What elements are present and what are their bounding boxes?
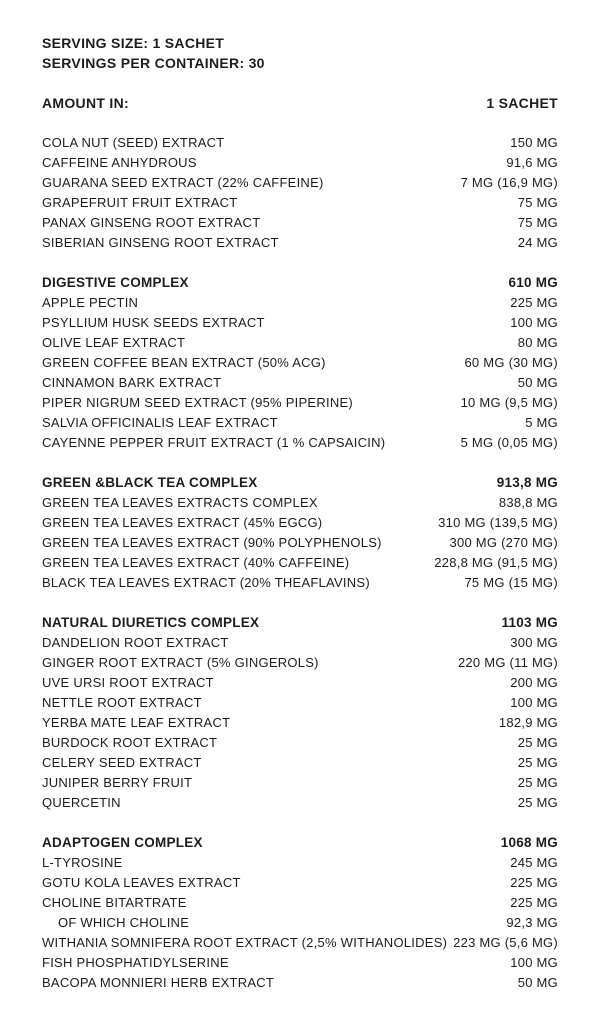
serving-size-line: SERVING SIZE: 1 SACHET bbox=[42, 35, 225, 51]
ingredient-row-value: 75 MG bbox=[517, 195, 558, 210]
ingredient-row-label: PANAX GINSENG ROOT EXTRACT bbox=[42, 215, 261, 230]
ingredient-row bbox=[42, 133, 558, 153]
ingredient-row-value: 60 MG (30 MG) bbox=[464, 355, 558, 370]
ingredient-row bbox=[42, 753, 558, 773]
ingredient-row bbox=[42, 433, 558, 453]
ingredient-row-value: 25 MG bbox=[517, 755, 558, 770]
ingredient-row-value: 92,3 MG bbox=[506, 915, 558, 930]
ingredient-row-value: 228,8 MG (91,5 MG) bbox=[434, 555, 558, 570]
amount-in-value: 1 SACHET bbox=[486, 95, 558, 111]
ingredient-row-value: 300 MG bbox=[510, 635, 558, 650]
ingredient-row bbox=[42, 553, 558, 573]
group-header-row-label: NATURAL DIURETICS COMPLEX bbox=[42, 615, 260, 630]
ingredient-row-value: 25 MG bbox=[517, 775, 558, 790]
ingredient-row-label: GREEN TEA LEAVES EXTRACTS COMPLEX bbox=[42, 495, 318, 510]
ingredient-row bbox=[42, 233, 558, 253]
ingredient-row bbox=[42, 793, 558, 813]
ingredient-row-label: YERBA MATE LEAF EXTRACT bbox=[42, 715, 231, 730]
ingredient-row-label: SIBERIAN GINSENG ROOT EXTRACT bbox=[42, 235, 279, 250]
amount-header-row bbox=[42, 93, 558, 113]
ingredient-row bbox=[42, 673, 558, 693]
ingredient-row bbox=[42, 313, 558, 333]
ingredient-row-label: GOTU KOLA LEAVES EXTRACT bbox=[42, 875, 241, 890]
ingredient-row-label: CELERY SEED EXTRACT bbox=[42, 755, 202, 770]
ingredient-row-label: WITHANIA SOMNIFERA ROOT EXTRACT (2,5% WITHANOLIDES) bbox=[42, 935, 448, 950]
ingredient-row bbox=[42, 713, 558, 733]
ingredient-row-value: 80 MG bbox=[517, 335, 558, 350]
ingredient-row bbox=[42, 333, 558, 353]
ingredient-row-label: GREEN TEA LEAVES EXTRACT (40% CAFFEINE) bbox=[42, 555, 350, 570]
ingredient-row bbox=[42, 293, 558, 313]
ingredient-row-label: CAYENNE PEPPER FRUIT EXTRACT (1 % CAPSAICIN) bbox=[42, 435, 386, 450]
ingredient-row-value: 150 MG bbox=[510, 135, 558, 150]
ingredient-row-label: GINGER ROOT EXTRACT (5% GINGEROLS) bbox=[42, 655, 319, 670]
group-header-row-label: DIGESTIVE COMPLEX bbox=[42, 275, 189, 290]
ingredient-row-value: 10 MG (9,5 MG) bbox=[460, 395, 558, 410]
ingredient-row-value: 5 MG (0,05 MG) bbox=[460, 435, 558, 450]
ingredient-row-label: GRAPEFRUIT FRUIT EXTRACT bbox=[42, 195, 238, 210]
ingredient-row bbox=[42, 213, 558, 233]
group-header-row-label: GREEN &BLACK TEA COMPLEX bbox=[42, 475, 258, 490]
ingredient-row-label: UVE URSI ROOT EXTRACT bbox=[42, 675, 214, 690]
ingredient-row bbox=[42, 653, 558, 673]
ingredient-row-label: SALVIA OFFICINALIS LEAF EXTRACT bbox=[42, 415, 278, 430]
group-header-row bbox=[42, 613, 558, 633]
ingredient-row-label: OF WHICH CHOLINE bbox=[58, 915, 190, 930]
group-header-row bbox=[42, 833, 558, 853]
ingredient-row bbox=[42, 393, 558, 413]
ingredient-row-label: PSYLLIUM HUSK SEEDS EXTRACT bbox=[42, 315, 265, 330]
ingredient-group bbox=[42, 133, 558, 253]
ingredient-row bbox=[42, 173, 558, 193]
ingredient-row bbox=[42, 373, 558, 393]
ingredient-group bbox=[42, 473, 558, 593]
ingredient-row-label: OLIVE LEAF EXTRACT bbox=[42, 335, 186, 350]
ingredient-row-value: 50 MG bbox=[517, 375, 558, 390]
ingredient-row-value: 75 MG bbox=[517, 215, 558, 230]
ingredient-row bbox=[42, 513, 558, 533]
ingredient-row-value: 75 MG (15 MG) bbox=[464, 575, 558, 590]
ingredient-row-label: BACOPA MONNIERI HERB EXTRACT bbox=[42, 975, 275, 990]
ingredient-row bbox=[42, 773, 558, 793]
ingredient-row bbox=[42, 733, 558, 753]
group-header-row-value: 610 MG bbox=[508, 275, 558, 290]
ingredient-row bbox=[42, 953, 558, 973]
ingredient-row-label: DANDELION ROOT EXTRACT bbox=[42, 635, 229, 650]
group-header-row-value: 913,8 MG bbox=[496, 475, 558, 490]
ingredient-row-value: 225 MG bbox=[510, 295, 558, 310]
ingredient-row bbox=[42, 973, 558, 993]
ingredient-row-value: 5 MG bbox=[525, 415, 558, 430]
ingredient-row-value: 24 MG bbox=[517, 235, 558, 250]
ingredient-row-value: 245 MG bbox=[510, 855, 558, 870]
ingredient-row-label: JUNIPER BERRY FRUIT bbox=[42, 775, 193, 790]
ingredient-row-label: GREEN COFFEE BEAN EXTRACT (50% ACG) bbox=[42, 355, 326, 370]
ingredient-row bbox=[42, 533, 558, 553]
ingredient-row bbox=[42, 853, 558, 873]
ingredient-row bbox=[42, 933, 558, 953]
ingredient-row-value: 7 MG (16,9 MG) bbox=[460, 175, 558, 190]
ingredient-row-label: CHOLINE BITARTRATE bbox=[42, 895, 187, 910]
ingredient-row-value: 25 MG bbox=[517, 795, 558, 810]
group-header-row bbox=[42, 473, 558, 493]
ingredient-row-label: BLACK TEA LEAVES EXTRACT (20% THEAFLAVINS) bbox=[42, 575, 370, 590]
ingredient-row-value: 100 MG bbox=[510, 955, 558, 970]
ingredient-row-label: GREEN TEA LEAVES EXTRACT (45% EGCG) bbox=[42, 515, 323, 530]
ingredient-row-value: 225 MG bbox=[510, 895, 558, 910]
ingredient-row-value: 300 MG (270 MG) bbox=[449, 535, 558, 550]
ingredient-row-value: 91,6 MG bbox=[506, 155, 558, 170]
ingredient-row-label: NETTLE ROOT EXTRACT bbox=[42, 695, 202, 710]
ingredient-row-value: 100 MG bbox=[510, 695, 558, 710]
ingredient-row-label: CAFFEINE ANHYDROUS bbox=[42, 155, 197, 170]
group-header-row-value: 1103 MG bbox=[501, 615, 558, 630]
ingredient-row-label: FISH PHOSPHATIDYLSERINE bbox=[42, 955, 229, 970]
amount-in-label: AMOUNT IN: bbox=[42, 95, 129, 111]
ingredient-group bbox=[42, 613, 558, 813]
ingredient-row bbox=[42, 353, 558, 373]
ingredient-row-value: 310 MG (139,5 MG) bbox=[438, 515, 558, 530]
ingredient-row bbox=[42, 413, 558, 433]
ingredient-row bbox=[42, 153, 558, 173]
group-header-row-label: ADAPTOGEN COMPLEX bbox=[42, 835, 203, 850]
ingredient-row-label: APPLE PECTIN bbox=[42, 295, 139, 310]
servings-per-container-line: SERVINGS PER CONTAINER: 30 bbox=[42, 55, 265, 71]
ingredient-group bbox=[42, 833, 558, 993]
ingredient-row-value: 220 MG (11 MG) bbox=[457, 655, 558, 670]
ingredient-row-label: CINNAMON BARK EXTRACT bbox=[42, 375, 222, 390]
ingredient-row-value: 100 MG bbox=[510, 315, 558, 330]
ingredient-row-value: 838,8 MG bbox=[498, 495, 558, 510]
ingredient-row bbox=[42, 493, 558, 513]
ingredient-row-label: GREEN TEA LEAVES EXTRACT (90% POLYPHENOLS) bbox=[42, 535, 382, 550]
ingredient-row-label: GUARANA SEED EXTRACT (22% CAFFEINE) bbox=[42, 175, 324, 190]
ingredient-row bbox=[42, 693, 558, 713]
ingredient-row-label: PIPER NIGRUM SEED EXTRACT (95% PIPERINE) bbox=[42, 395, 353, 410]
ingredient-row-label: BURDOCK ROOT EXTRACT bbox=[42, 735, 218, 750]
ingredient-row-value: 200 MG bbox=[510, 675, 558, 690]
group-header-row-value: 1068 MG bbox=[500, 835, 558, 850]
ingredient-row-label: L-TYROSINE bbox=[42, 855, 123, 870]
ingredient-row-value: 182,9 MG bbox=[498, 715, 558, 730]
ingredient-row bbox=[42, 873, 558, 893]
ingredient-row-value: 25 MG bbox=[517, 735, 558, 750]
ingredient-row bbox=[42, 193, 558, 213]
ingredient-row-label: COLA NUT (SEED) EXTRACT bbox=[42, 135, 225, 150]
ingredient-row bbox=[42, 573, 558, 593]
ingredient-group bbox=[42, 273, 558, 453]
group-header-row bbox=[42, 273, 558, 293]
ingredient-row-value: 223 MG (5,6 MG) bbox=[453, 935, 558, 950]
ingredient-row-label: QUERCETIN bbox=[42, 795, 121, 810]
ingredient-row bbox=[42, 893, 558, 913]
ingredient-groups bbox=[42, 133, 558, 993]
ingredient-row bbox=[42, 913, 558, 933]
ingredient-row bbox=[42, 633, 558, 653]
ingredient-row-value: 225 MG bbox=[510, 875, 558, 890]
ingredient-row-value: 50 MG bbox=[517, 975, 558, 990]
